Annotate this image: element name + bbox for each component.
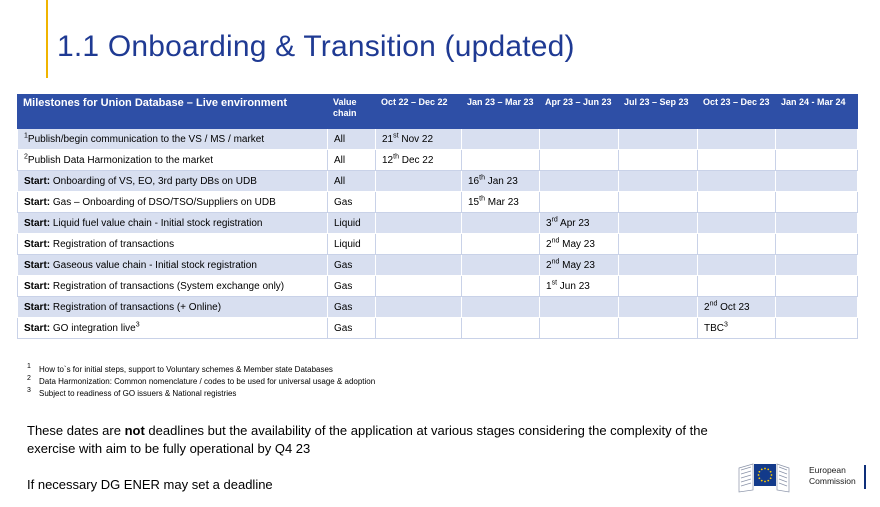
milestone-cell: Start: Gaseous value chain - Initial stock registration — [18, 255, 328, 276]
empty-cell — [619, 318, 698, 339]
empty-cell — [776, 234, 858, 255]
value-chain-cell: Gas — [328, 192, 376, 213]
empty-cell — [540, 318, 619, 339]
milestones-table — [17, 94, 858, 339]
empty-cell — [619, 297, 698, 318]
empty-cell — [698, 171, 776, 192]
empty-cell — [698, 234, 776, 255]
empty-cell — [619, 276, 698, 297]
empty-cell — [376, 255, 462, 276]
european-commission-logo — [737, 460, 869, 494]
value-chain-cell: Gas — [328, 297, 376, 318]
deadline-note: If necessary DG ENER may set a deadline — [27, 477, 273, 492]
milestone-date: 21st Nov 22 — [376, 129, 462, 150]
header-q4-23: Oct 23 – Dec 23 — [698, 95, 776, 129]
table-row — [18, 213, 858, 234]
empty-cell — [776, 171, 858, 192]
empty-cell — [698, 255, 776, 276]
eu-star-icon — [758, 471, 760, 473]
empty-cell — [776, 213, 858, 234]
empty-cell — [462, 234, 540, 255]
empty-cell — [698, 276, 776, 297]
value-chain-cell: All — [328, 129, 376, 150]
header-q1-24: Jan 24 - Mar 24 — [776, 95, 858, 129]
empty-cell — [776, 297, 858, 318]
eu-star-icon — [758, 474, 760, 476]
table-header-row — [18, 95, 858, 129]
milestone-date: 2nd Oct 23 — [698, 297, 776, 318]
empty-cell — [776, 255, 858, 276]
header-q1-23: Jan 23 – Mar 23 — [462, 95, 540, 129]
empty-cell — [776, 318, 858, 339]
milestone-date: TBC$^3$ — [698, 318, 776, 339]
empty-cell — [619, 129, 698, 150]
empty-cell — [462, 213, 540, 234]
empty-cell — [619, 171, 698, 192]
milestone-date: 2nd May 23 — [540, 255, 619, 276]
eu-star-icon — [771, 474, 773, 476]
table-row — [18, 234, 858, 255]
value-chain-cell: All — [328, 150, 376, 171]
eu-star-icon — [761, 480, 763, 482]
disclaimer-text: These dates are not deadlines but the availability of the application at various stages considering the complexity of the exercise with aim to be fully operational by Q4 23 — [27, 423, 708, 456]
european-commission-wordmark: European Commission — [809, 465, 856, 486]
empty-cell — [376, 297, 462, 318]
value-chain-cell: All — [328, 171, 376, 192]
milestone-cell: Start: Liquid fuel value chain - Initial stock registration — [18, 213, 328, 234]
table-row — [18, 171, 858, 192]
milestone-date: 3rd Apr 23 — [540, 213, 619, 234]
empty-cell — [776, 276, 858, 297]
empty-cell — [376, 192, 462, 213]
empty-cell — [462, 276, 540, 297]
empty-cell — [540, 297, 619, 318]
table-row — [18, 297, 858, 318]
empty-cell — [376, 171, 462, 192]
empty-cell — [619, 255, 698, 276]
footnotes — [27, 364, 375, 400]
empty-cell — [462, 129, 540, 150]
empty-cell — [619, 192, 698, 213]
empty-cell — [462, 255, 540, 276]
empty-cell — [698, 213, 776, 234]
table-row — [18, 318, 858, 339]
footnote-3: 3 Subject to readiness of GO issuers & National registries — [27, 387, 237, 398]
table-row — [18, 255, 858, 276]
milestone-cell: Start: Gas – Onboarding of DSO/TSO/Suppliers on UDB — [18, 192, 328, 213]
value-chain-cell: Gas — [328, 255, 376, 276]
eu-star-icon — [767, 480, 769, 482]
empty-cell — [698, 129, 776, 150]
empty-cell — [776, 129, 858, 150]
milestone-cell: Start: GO integration live$^3$ — [18, 318, 328, 339]
empty-cell — [619, 234, 698, 255]
value-chain-cell: Gas — [328, 276, 376, 297]
empty-cell — [619, 213, 698, 234]
empty-cell — [540, 192, 619, 213]
header-q2-23: Apr 23 – Jun 23 — [540, 95, 619, 129]
table-row — [18, 192, 858, 213]
header-milestones: Milestones for Union Database – Live environment — [18, 95, 328, 129]
header-q3-23: Jul 23 – Sep 23 — [619, 95, 698, 129]
empty-cell — [376, 213, 462, 234]
eu-star-icon — [767, 468, 769, 470]
milestone-date: 12th Dec 22 — [376, 150, 462, 171]
empty-cell — [462, 150, 540, 171]
value-chain-cell: Gas — [328, 318, 376, 339]
empty-cell — [376, 234, 462, 255]
milestone-date: 2nd May 23 — [540, 234, 619, 255]
logo-divider — [864, 465, 866, 489]
eu-star-icon — [761, 468, 763, 470]
empty-cell — [698, 150, 776, 171]
value-chain-cell: Liquid — [328, 213, 376, 234]
milestone-cell: Start: Registration of transactions (+ Online) — [18, 297, 328, 318]
commission-building-icon — [737, 460, 791, 494]
empty-cell — [376, 318, 462, 339]
title-accent-bar — [46, 0, 48, 78]
empty-cell — [776, 192, 858, 213]
empty-cell — [540, 129, 619, 150]
empty-cell — [376, 276, 462, 297]
eu-star-icon — [764, 468, 766, 470]
empty-cell — [698, 192, 776, 213]
empty-cell — [462, 318, 540, 339]
milestone-date: 1st Jun 23 — [540, 276, 619, 297]
empty-cell — [776, 150, 858, 171]
header-value-chain: Value chain — [328, 95, 376, 129]
eu-star-icon — [770, 477, 772, 479]
table-row — [18, 276, 858, 297]
milestone-cell: $^2$Publish Data Harmonization to the market — [18, 150, 328, 171]
milestone-date: 15th Mar 23 — [462, 192, 540, 213]
footnote-2: 2 Data Harmonization: Common nomenclature / codes to be used for universal usage & adoption — [27, 375, 376, 386]
slide-title: 1.1 Onboarding & Transition (updated) — [57, 30, 575, 63]
table-row — [18, 129, 858, 150]
footnote-1: 1 How to`s for initial steps, support to Voluntary schemes & Member state Databases — [27, 363, 333, 374]
milestone-cell: Start: Registration of transactions (System exchange only) — [18, 276, 328, 297]
eu-star-icon — [758, 477, 760, 479]
milestone-cell: Start: Onboarding of VS, EO, 3rd party DBs on UDB — [18, 171, 328, 192]
empty-cell — [540, 150, 619, 171]
table-row — [18, 150, 858, 171]
eu-star-icon — [764, 481, 766, 483]
milestone-cell: $^1$Publish/begin communication to the VS / MS / market — [18, 129, 328, 150]
value-chain-cell: Liquid — [328, 234, 376, 255]
empty-cell — [462, 297, 540, 318]
milestone-date: 16th Jan 23 — [462, 171, 540, 192]
header-q4-22: Oct 22 – Dec 22 — [376, 95, 462, 129]
empty-cell — [619, 150, 698, 171]
eu-star-icon — [770, 471, 772, 473]
empty-cell — [540, 171, 619, 192]
milestone-cell: Start: Registration of transactions — [18, 234, 328, 255]
